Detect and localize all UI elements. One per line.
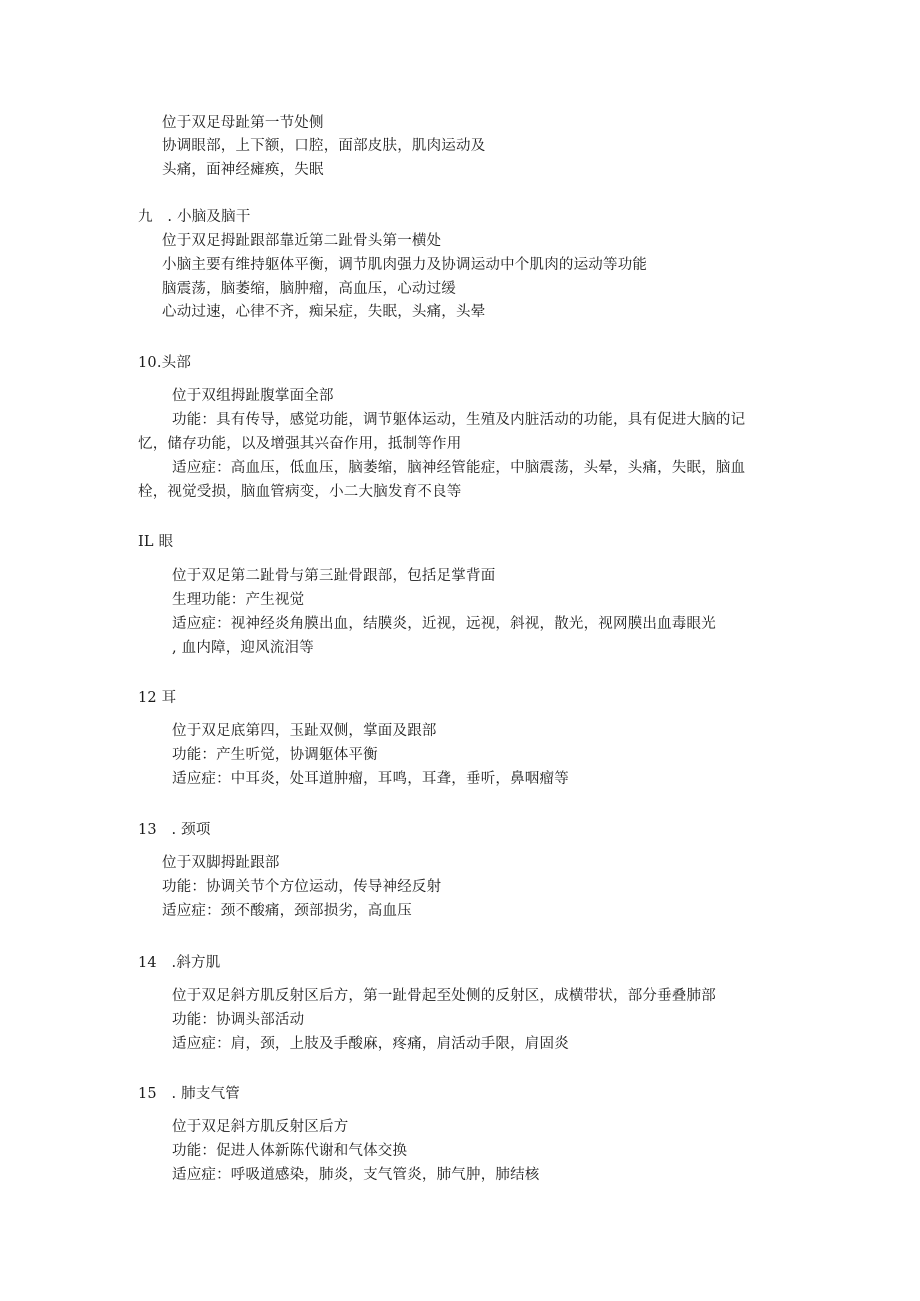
section-line: 脑震荡，脑萎缩，脑肿瘤，高血压，心动过缓 — [162, 281, 456, 297]
section-line: 功能：协调头部活动 — [172, 1012, 305, 1028]
section-line: 小脑主要有维持躯体平衡，调节肌肉强力及协调运动中个肌肉的运动等功能 — [162, 257, 648, 273]
section-line: 适应症：高血压，低血压，脑萎缩，脑神经管能症，中脑震荡，头晕，头痛，失眠，脑血 — [172, 460, 746, 476]
section-line: 适应症：肩，颈，上肢及手酸麻，疼痛，肩活动手限，肩固炎 — [172, 1036, 569, 1052]
intro-line-1: 位于双足母趾第一节处侧 — [162, 115, 324, 131]
section-line: 心动过速，心律不齐，痴呆症，失眠，头痛，头晕 — [162, 304, 486, 320]
section-heading-cerebellum: 九 . 小脑及脑干 — [138, 209, 251, 225]
section-line: 位于双组拇趾腹掌面全部 — [172, 388, 334, 404]
section-heading-trapezius: 14 .斜方肌 — [138, 955, 221, 971]
section-line: 适应症：中耳炎，处耳道肿瘤，耳鸣，耳聋，垂听，鼻咽瘤等 — [172, 771, 569, 787]
section-line: 位于双足斜方肌反射区后方 — [172, 1119, 349, 1135]
section-heading-eye: IL 眼 — [138, 534, 174, 550]
section-line: 位于双足第二趾骨与第三趾骨跟部，包括足掌背面 — [172, 568, 496, 584]
section-heading-head: 10.头部 — [138, 355, 192, 371]
section-line: 适应症：呼吸道感染，肺炎，支气管炎，肺气肿，肺结核 — [172, 1167, 540, 1183]
section-heading-neck: 13 . 颈项 — [138, 822, 211, 838]
section-heading-lung-bronchi: 15 . 肺支气管 — [138, 1086, 240, 1102]
section-line: 功能：具有传导，感觉功能，调节躯体运动，生殖及内脏活动的功能，具有促进大脑的记 — [172, 412, 746, 428]
section-line: 功能：产生听觉，协调躯体平衡 — [172, 747, 378, 763]
intro-line-2: 协调眼部，上下额，口腔，面部皮肤，肌肉运动及 — [162, 138, 486, 154]
section-line: 位于双足斜方肌反射区后方，第一趾骨起至处侧的反射区，成横带状，部分垂叠肺部 — [172, 988, 716, 1004]
section-line: 位于双脚拇趾跟部 — [162, 855, 280, 871]
section-line: 功能：促进人体新陈代谢和气体交换 — [172, 1143, 408, 1159]
intro-line-3: 头痛，面神经瘫痪，失眠 — [162, 162, 324, 178]
section-line: 位于双足底第四，玉趾双侧，掌面及跟部 — [172, 723, 437, 739]
section-line: 忆，储存功能，以及增强其兴奋作用，抵制等作用 — [138, 436, 462, 452]
section-heading-ear: 12 耳 — [138, 690, 177, 706]
section-line: , 血内障，迎风流泪等 — [172, 640, 314, 656]
section-line: 适应症：颈不酸痛，颈部损劣，高血压 — [162, 903, 412, 919]
section-line: 适应症：视神经炎角膜出血，结膜炎，近视，远视，斜视，散光，视网膜出血毒眼光 — [172, 616, 716, 632]
section-line: 位于双足拇趾跟部靠近第二趾骨头第一横处 — [162, 233, 442, 249]
section-line: 栓，视觉受损，脑血管病变，小二大脑发育不良等 — [138, 484, 462, 500]
section-line: 功能：协调关节个方位运动，传导神经反射 — [162, 879, 442, 895]
section-line: 生理功能：产生视觉 — [172, 592, 305, 608]
